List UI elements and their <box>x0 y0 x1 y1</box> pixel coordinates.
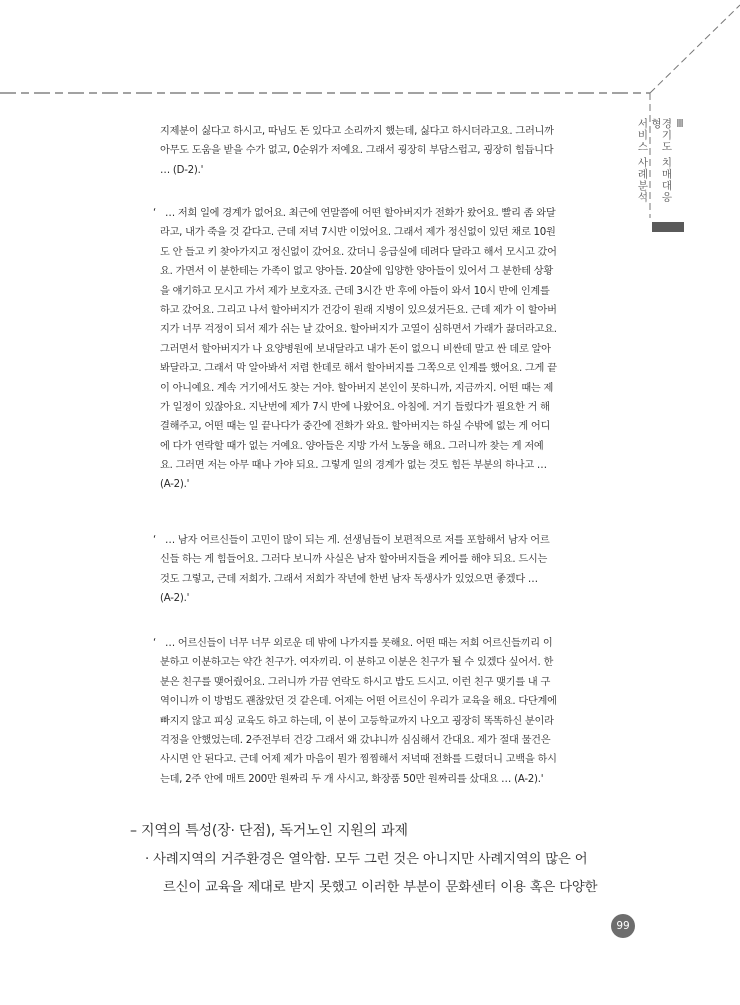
quote-line: 이 아니예요. 계속 거기에서도 찾는 거야. 할아버지 본인이 못하니까, 지금까지. 어떤 때는 제 <box>160 382 554 394</box>
quote-line: … (D-2).' <box>160 164 204 176</box>
quote-line: 봐달라고. 그래서 막 알아봐서 저렴 한데로 해서 할아버지를 그쪽으로 인계를 했어요. 그게 끝 <box>160 363 557 375</box>
section-heading: – 지역의 특성(장· 단점), 독거노인 지원의 과제 <box>130 823 408 839</box>
quote-line <box>143 634 633 653</box>
quote-line <box>143 204 633 223</box>
page-number: 99 <box>611 914 635 938</box>
bullet-line: 르신이 교육을 제대로 받지 못했고 이러한 부분이 문화센터 이용 혹은 다양한 <box>163 880 598 895</box>
quote-line: 걱정을 안했었는데. 2주전부터 건강 그래서 왜 갔냐니까 심심해서 간대요. 제가 절대 물건은 <box>160 734 551 746</box>
quote-line: 을 얘기하고 모시고 가서 제가 보호자죠. 근데 3시간 반 후에 아들이 와서 10시 반에 인계를 <box>160 285 550 297</box>
quote-continuation <box>143 122 633 180</box>
quote-line-text: … 어르신들이 너무 너무 외로운 데 밖에 나가지를 못해요. 어떤 때는 저희 어르신들끼리 이 <box>165 638 553 649</box>
interview-quote-b <box>143 531 633 609</box>
quote-line: 지가 너무 걱정이 되서 제가 쉬는 날 갔어요. 할아버지가 고열이 심하면서 가래가 끓더라고요. <box>160 324 557 336</box>
header-dashed-diagonal <box>650 5 740 93</box>
quote-mark: ‘ <box>153 208 156 219</box>
interview-quote-a <box>143 204 633 495</box>
quote-line-text: … 남자 어르신들이 고민이 많이 되는 게. 선생님들이 보편적으로 저를 포함해서 남자 어르 <box>165 535 550 546</box>
quote-line: 역이니까 이 방법도 괜찮았던 것 같은데. 어제는 어떤 어르신이 우리가 교육을 해요. 다단계에 <box>160 696 557 708</box>
quote-line: 분하고 이분하고는 약간 친구가. 여자끼리. 이 분하고 이분은 친구가 될 수 있겠다 싶어서. 한 <box>160 657 554 669</box>
section-bullet <box>145 846 635 902</box>
chapter-side-title <box>636 118 686 208</box>
interview-quote-c <box>143 634 633 789</box>
quote-line: 요. 가면서 이 분한테는 가족이 없고 양아들. 20살에 입양한 양아들이 있어서 그 분한테 상황 <box>160 266 553 278</box>
chapter-title-line-1: 경기도 치매대응형 <box>650 118 673 203</box>
quote-line: 신들 하는 게 힘들어요. 그러다 보니까 사실은 남자 할아버지들을 케어를 해야 되요. 드시는 <box>160 554 548 566</box>
quote-line: 에 다가 연락할 때가 없는 거예요. 양아들은 지방 가서 노동을 해요. 그러니까 찾는 게 저예 <box>160 440 544 452</box>
quote-line: 가 일정이 있잖아요. 지난번에 제가 7시 반에 나왔어요. 아침에. 거기 들렀다가 필요한 거 해 <box>160 401 550 413</box>
quote-line: 빠지지 않고 피싱 교육도 하고 하는데, 이 분이 고등학교까지 나오고 굉장히 똑똑하신 분이라 <box>160 715 554 727</box>
quote-line: 라고, 내가 죽을 것 같다고. 근데 저녁 7시반 이었어요. 그래서 제가 정신없이 있던 채로 10원 <box>160 227 556 239</box>
bullet-line: · 사례지역의 거주환경은 열악함. 모두 그런 것은 아니지만 사례지역의 많은 어 <box>145 852 588 867</box>
quote-mark: ‘ <box>153 535 156 546</box>
quote-line: 분은 친구를 맺어줬어요. 그러니까 가끔 연락도 하시고 밥도 드시고. 이런 친구 맺기를 내 구 <box>160 676 551 688</box>
chapter-marker-bar <box>652 222 684 232</box>
quote-line: 지제분이 싫다고 하시고, 따님도 돈 있다고 소리까지 했는데, 싫다고 하시더라고요. 그러니까 <box>160 126 554 137</box>
quote-line <box>143 531 633 550</box>
quote-line-text: … 저희 일에 경계가 없어요. 최근에 연말쯤에 어떤 할아버지가 전화가 왔어요. 빨리 좀 와달 <box>165 208 556 219</box>
quote-line: 는데, 2주 안에 매트 200만 원짜리 두 개 사시고, 화장품 50만 원짜리를 샀대요 … (A-2).' <box>160 773 544 785</box>
quote-line: 도 안 들고 키 찾아가지고 정신없이 갔어요. 갔더니 응급실에 데려다 달라고 해서 모시고 갔어 <box>160 246 557 258</box>
chapter-title-line-2: 서비스 사례분석 <box>636 118 649 203</box>
quote-line: 하고 갔어요. 그리고 나서 할아버지가 건강이 원래 지병이 있으셨거든요. 근데 제가 이 할아버 <box>160 304 557 316</box>
quote-line: 아무도 도움을 받을 수가 없고, 0순위가 저예요. 그래서 굉장히 부담스럽고, 굉장히 힘듭니다 <box>160 145 554 157</box>
quote-line: 결해주고, 어떤 때는 일 끝나다가 중간에 전화가 와요. 할아버지는 하실 수밖에 없는 게 어디 <box>160 421 551 433</box>
quote-line: (A-2).' <box>160 593 190 605</box>
quote-line: 사시면 안 된다고. 근데 어제 제가 마음이 뭔가 찜찜해서 저녁때 전화를 드렸더니 고백을 하시 <box>160 754 557 766</box>
quote-line: (A-2).' <box>160 479 190 491</box>
quote-mark: ‘ <box>153 638 156 649</box>
chapter-number: Ⅲ <box>674 118 686 131</box>
quote-line: 그러면서 할아버지가 나 요양병원에 보내달라고 내가 돈이 없으니 비싼데 말고 싼 데로 알아 <box>160 343 551 355</box>
quote-line: 것도 그렇고, 근데 저희가. 그래서 저희가 작년에 한번 남자 독생사가 있었으면 좋겠다 … <box>160 573 538 585</box>
quote-line: 요. 그러면 저는 아무 때나 가야 되요. 그렇게 일의 경계가 없는 것도 힘든 부분의 하나고 … <box>160 460 547 472</box>
